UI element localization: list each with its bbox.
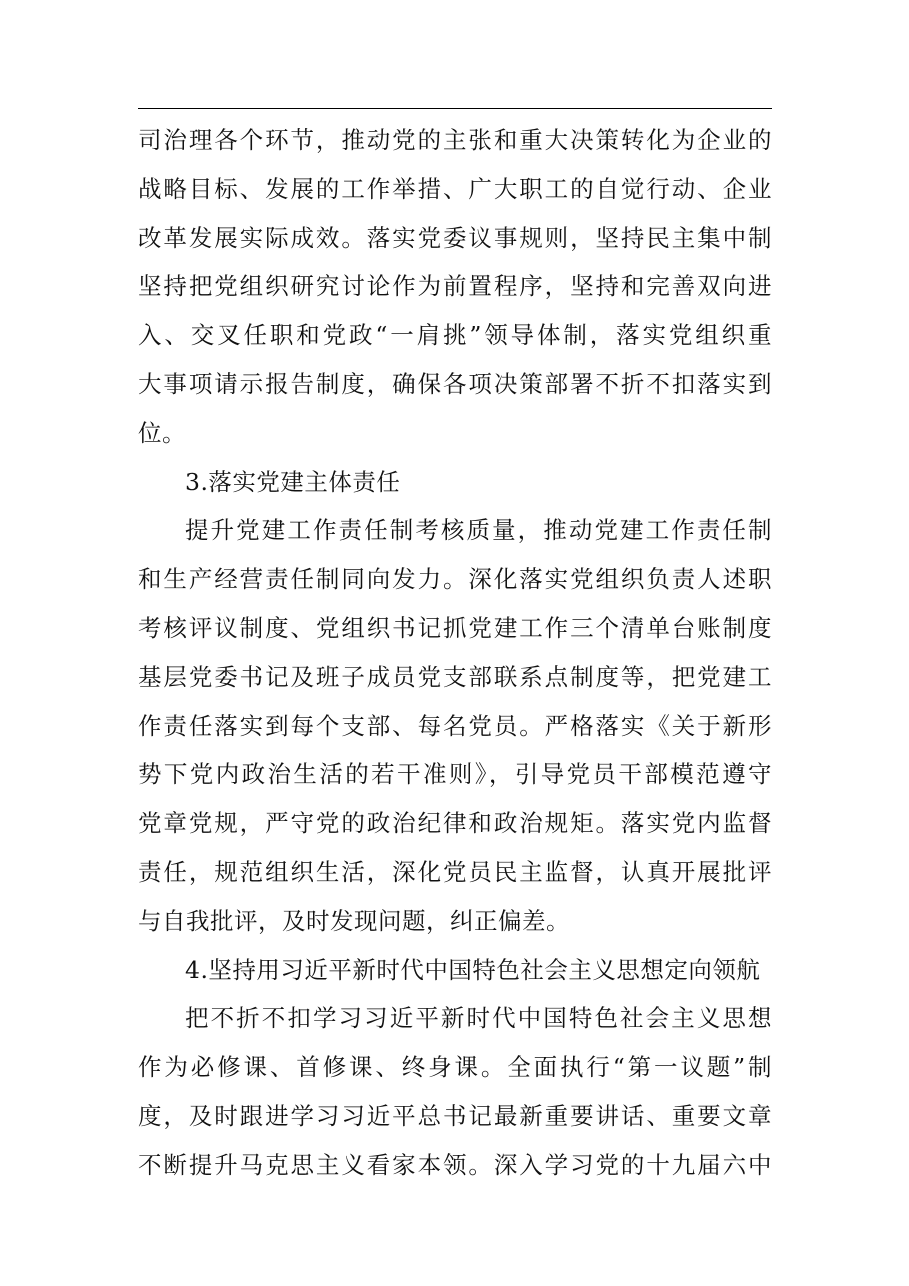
text-line: 战略目标、发展的工作举措、广大职工的自觉行动、企业 [138, 174, 772, 203]
text-line: 不断提升马克思主义看家本领。深入学习党的十九届六中 [138, 1150, 772, 1179]
section-heading: 3.落实党建主体责任 [185, 467, 401, 496]
text-line: 大事项请示报告制度，确保各项决策部署不折不扣落实到 [138, 369, 772, 398]
document-body [138, 116, 772, 1190]
text-line: 与自我批评，及时发现问题，纠正偏差。 [138, 906, 570, 935]
text-line: 度，及时跟进学习习近平总书记最新重要讲话、重要文章 [138, 1101, 772, 1130]
text-line: 入、交叉任职和党政“一肩挑”领导体制，落实党组织重 [138, 321, 772, 350]
header-rule [138, 108, 772, 109]
section-heading: 4.坚持用习近平新时代中国特色社会主义思想定向领航 [185, 955, 761, 984]
text-line: 责任，规范组织生活，深化党员民主监督，认真开展批评 [138, 857, 772, 886]
text-line: 基层党委书记及班子成员党支部联系点制度等，把党建工 [138, 662, 772, 691]
text-line: 考核评议制度、党组织书记抓党建工作三个清单台账制度 [138, 613, 772, 642]
text-line: 作责任落实到每个支部、每名党员。严格落实《关于新形 [138, 711, 772, 740]
text-line: 势下党内政治生活的若干准则》，引导党员干部模范遵守 [138, 760, 772, 789]
text-line: 坚持把党组织研究讨论作为前置程序，坚持和完善双向进 [138, 272, 772, 301]
text-line: 作为必修课、首修课、终身课。全面执行“第一议题”制 [138, 1053, 772, 1082]
text-line: 党章党规，严守党的政治纪律和政治规矩。落实党内监督 [138, 809, 772, 838]
text-line: 改革发展实际成效。落实党委议事规则，坚持民主集中制 [138, 223, 772, 252]
text-line: 把不折不扣学习习近平新时代中国特色社会主义思想 [185, 1004, 772, 1033]
text-line: 司治理各个环节，推动党的主张和重大决策转化为企业的 [138, 126, 772, 154]
text-line: 位。 [138, 418, 186, 447]
text-line: 提升党建工作责任制考核质量，推动党建工作责任制 [185, 516, 772, 545]
text-line: 和生产经营责任制同向发力。深化落实党组织负责人述职 [138, 565, 772, 594]
